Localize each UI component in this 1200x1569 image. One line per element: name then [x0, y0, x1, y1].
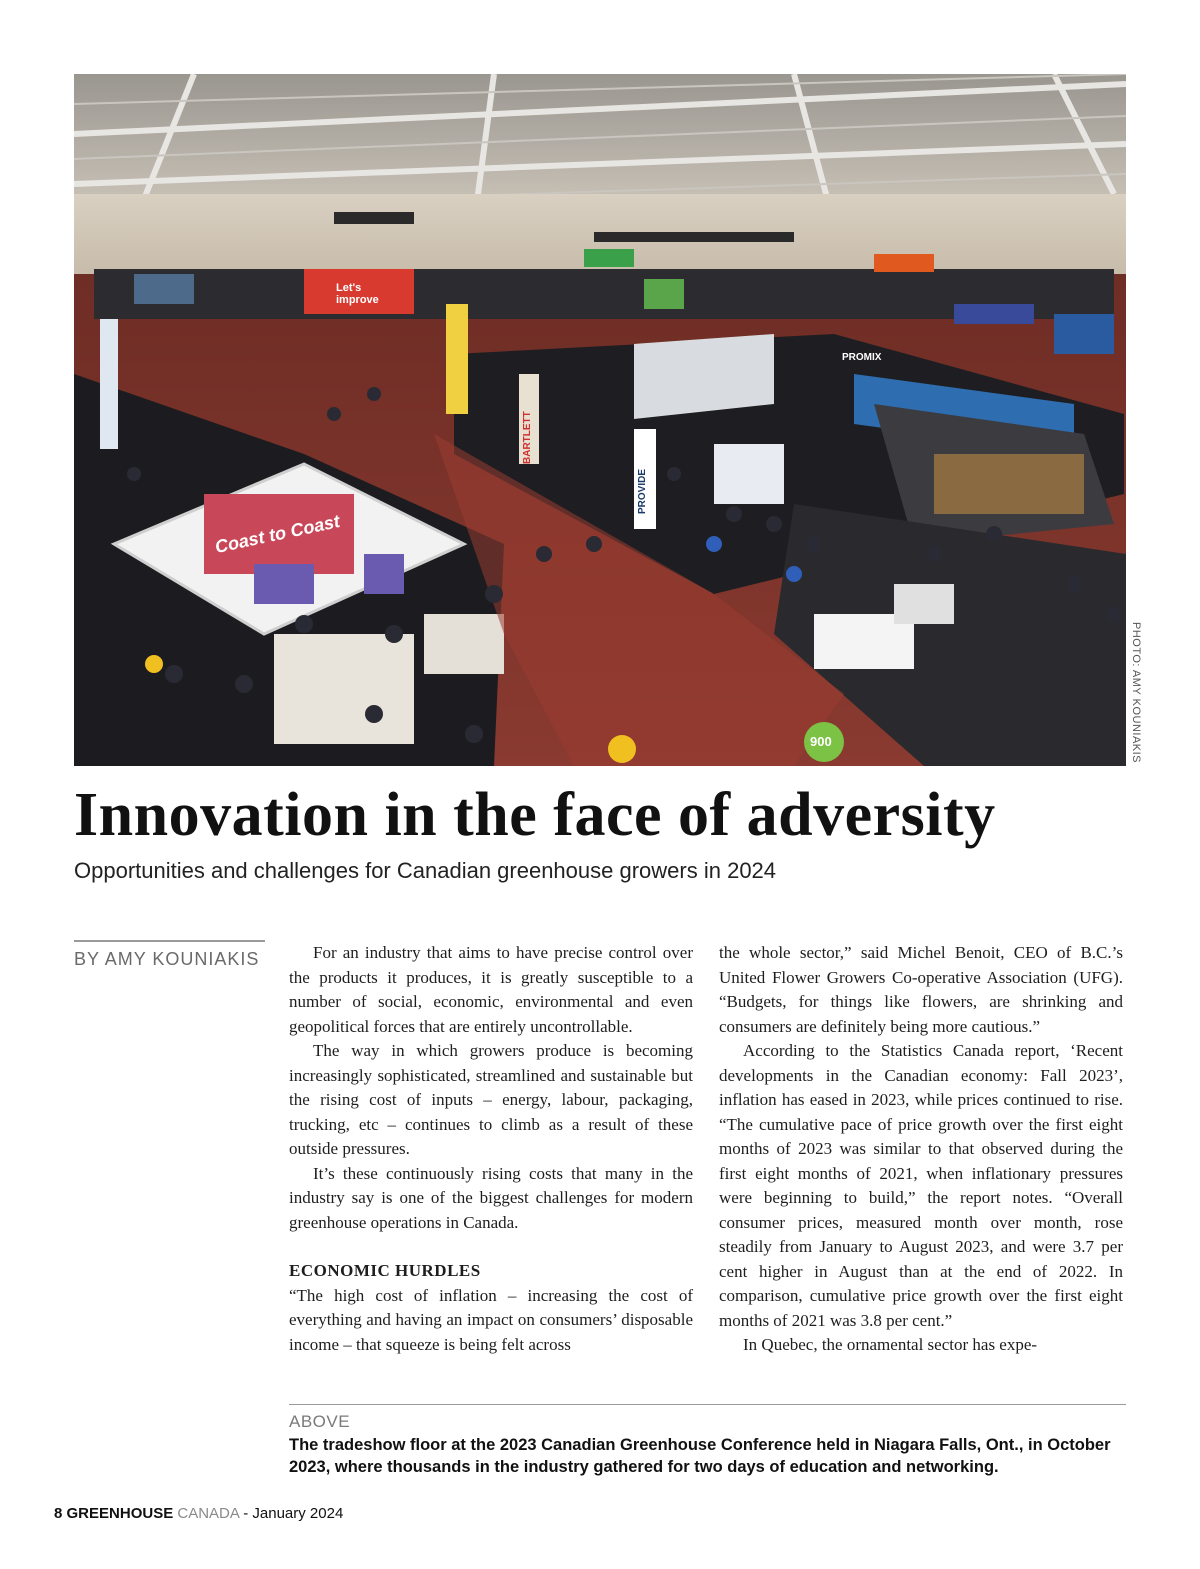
- page-number: 8: [54, 1505, 63, 1522]
- tradeshow-illustration: [74, 74, 1126, 766]
- sign-lets-improve: Let's improve: [336, 282, 379, 306]
- caption-rule: [289, 1404, 1126, 1405]
- booth-number-marker: 900: [810, 734, 832, 749]
- article-deck: Opportunities and challenges for Canadian greenhouse growers in 2024: [74, 858, 777, 883]
- photo-credit: [1128, 622, 1144, 766]
- sign-coast-to-coast: Coast to Coast: [213, 511, 342, 557]
- page-footer: [54, 1505, 343, 1522]
- body-paragraph: The way in which growers produce is becoming increasingly sophisticated, streamlined and sustainable but the rising cost of inputs – energy, labour, packaging, trucking, etc – continues to climb as a result of these outside pressures.: [289, 1041, 693, 1158]
- body-paragraph: the whole sector,” said Michel Benoit, CEO of B.C.’s United Flower Growers Co-operative Association (UFG). “Budgets, for things like flowers, are shrinking and consumers are definitely being more cautious.”: [719, 943, 1123, 1036]
- section-subhead: ECONOMIC HURDLES: [289, 1261, 481, 1280]
- publication-name-bold: GREENHOUSE: [66, 1505, 174, 1522]
- body-paragraph: “The high cost of inflation – increasing the cost of everything and having an impact on consumers’ disposable income – that squeeze is being felt across: [289, 1285, 693, 1354]
- issue-date: - January 2024: [243, 1505, 344, 1522]
- tradeshow-photo: [74, 74, 1126, 766]
- sign-promix: PROMIX: [842, 352, 882, 363]
- article-headline: Innovation in the face of adversity: [74, 781, 996, 849]
- publication-name-light-text: CANADA: [177, 1505, 240, 1522]
- byline-rule: [74, 940, 265, 942]
- body-paragraph: According to the Statistics Canada report, ‘Recent developments in the Canadian economy: Fall 2023’, inflation has eased in 2023, while prices continued to rise. “The cumulative pace of price growth over the first eight months of 2023 was similar to that observed during the first eight months of 2021, when inflationary pressures were beginning to build,” the report notes. “Overall consumer prices, measured month over month, rose steadily from January to August 2023, and were 3.7 per cent higher in August than at the end of 2022. In comparison, cumulative price growth over the first eight months of 2021 was 3.8 per cent.”: [719, 1041, 1123, 1330]
- caption-text: The tradeshow floor at the 2023 Canadian Greenhouse Conference held in Niagara Falls, Ont., in October 2023, where thousands in the industry gathered for two days of education and networking.: [289, 1436, 1111, 1476]
- sign-bartlett: BARTLETT: [522, 411, 533, 464]
- article-column-1: [289, 941, 693, 1357]
- byline: BY AMY KOUNIAKIS: [74, 949, 260, 969]
- body-paragraph: For an industry that aims to have precise control over the products it produces, it is greatly susceptible to a number of social, economic, environmental and even geopolitical forces that are entirely uncontrollable.: [289, 943, 693, 1036]
- article-column-2: [719, 941, 1123, 1358]
- sign-provide: PROVIDE: [637, 468, 648, 514]
- body-paragraph: It’s these continuously rising costs that many in the industry say is one of the biggest challenges for modern greenhouse operations in Canada.: [289, 1163, 693, 1232]
- publication-name-light: [173, 1505, 239, 1522]
- photo-credit-text: PHOTO: AMY KOUNIAKIS: [1130, 622, 1142, 764]
- body-paragraph: In Quebec, the ornamental sector has expe-: [743, 1335, 1038, 1354]
- caption-label: ABOVE: [289, 1412, 351, 1431]
